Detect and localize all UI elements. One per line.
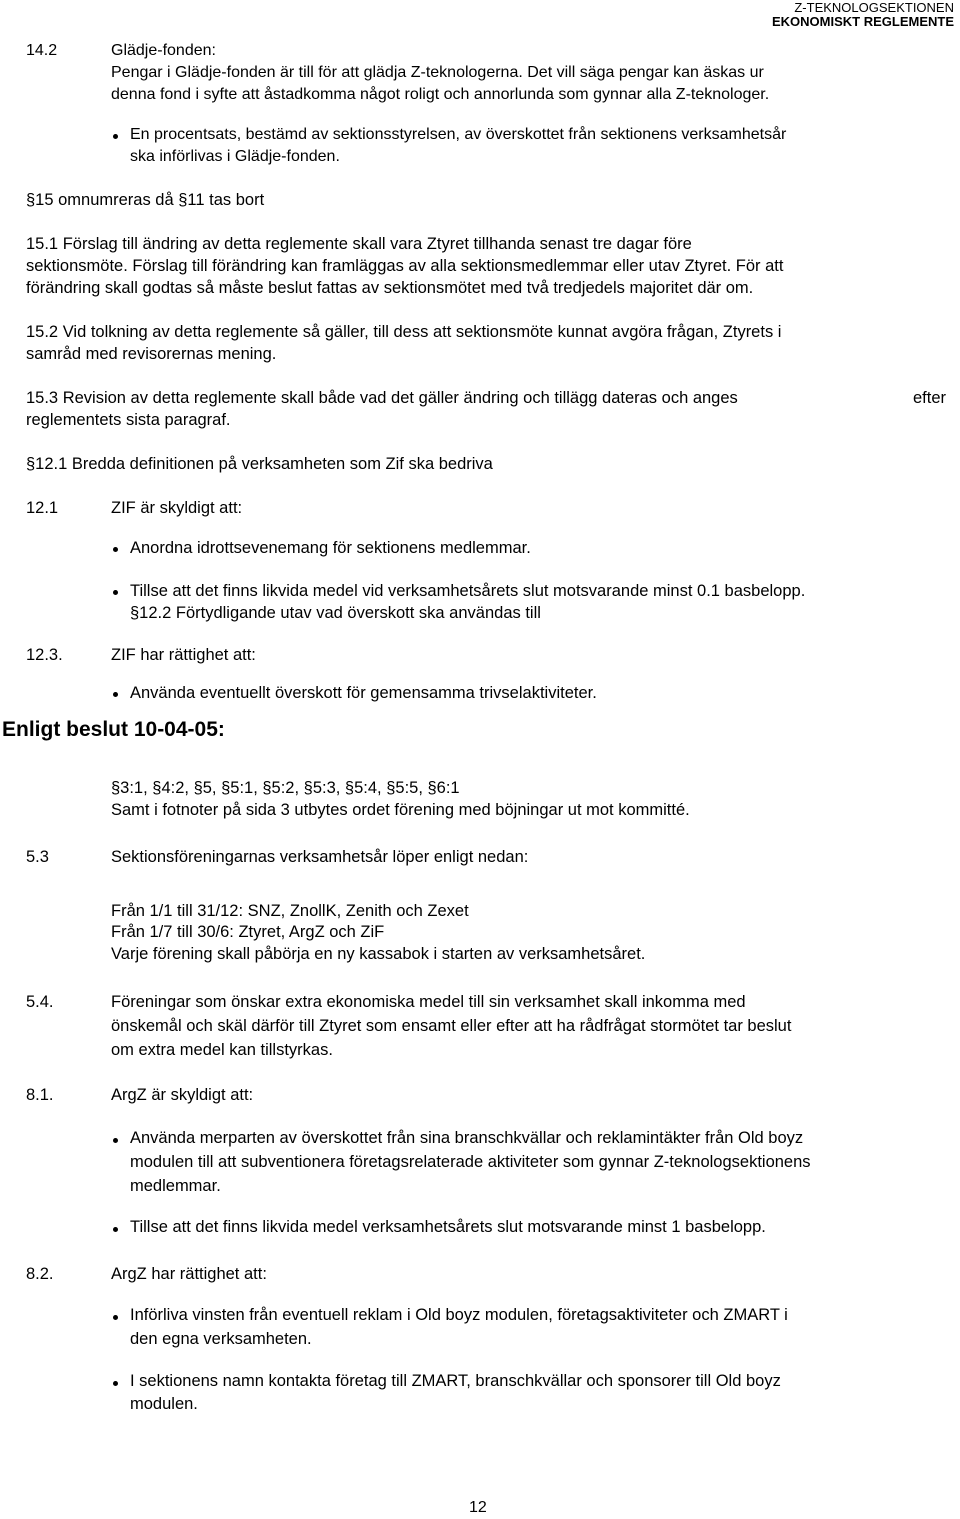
section-title-14-2: Glädje-fonden:	[111, 42, 216, 59]
bullet-icon	[113, 692, 118, 697]
paragraph-line: reglementets sista paragraf.	[26, 411, 231, 429]
list-item: Införliva vinsten från eventuell reklam i Old boyz modulen, företagsaktiviteter och ZMART i	[130, 1306, 788, 1324]
list-item: Tillse att det finns likvida medel verksamhetsårets slut motsvarande minst 1 basbelopp.	[130, 1218, 766, 1236]
paragraph-line: Från 1/7 till 30/6: Ztyret, ArgZ och ZiF	[111, 923, 385, 941]
paragraph-line: Pengar i Glädje-fonden är till för att glädja Z-teknologerna. Det vill säga pengar kan äskas ur	[111, 64, 764, 81]
decision-heading: Enligt beslut 10-04-05:	[2, 718, 225, 741]
paragraph-line: 15.2 Vid tolkning av detta reglemente så gäller, till dess att sektionsmöte kunnat avgöra frågan, Ztyrets i	[26, 323, 782, 341]
decision-note: Samt i fotnoter på sida 3 utbytes ordet förening med böjningar ut mot kommitté.	[111, 801, 690, 819]
paragraph-line: Föreningar som önskar extra ekonomiska medel till sin verksamhet skall inkomma med	[111, 993, 746, 1011]
section-number-14-2: 14.2	[26, 42, 58, 59]
section-title-8-1: ArgZ är skyldigt att:	[111, 1086, 254, 1104]
list-item: I sektionens namn kontakta företag till ZMART, branschkvällar och sponsorer till Old boyz	[130, 1372, 781, 1390]
bullet-icon	[113, 1315, 118, 1320]
bullet-icon	[113, 1227, 118, 1232]
paragraph-line: sektionsmöte. Förslag till förändring kan framläggas av alla sektionsmedlemmar eller utav Ztyret. För att	[26, 257, 784, 275]
paragraph-line: Från 1/1 till 31/12: SNZ, ZnollK, Zenith och Zexet	[111, 902, 469, 920]
paragraph-line: samråd med revisorernas mening.	[26, 345, 277, 363]
list-item: Använda eventuellt överskott för gemensamma trivselaktiviteter.	[130, 684, 597, 702]
bullet-icon	[113, 1138, 118, 1143]
section-title-12-1: ZIF är skyldigt att:	[111, 499, 243, 517]
list-item: Tillse att det finns likvida medel vid verksamhetsårets slut motsvarande minst 0.1 basbelopp.	[130, 582, 806, 600]
section-number-8-2: 8.2.	[26, 1265, 54, 1283]
list-item: Anordna idrottsevenemang för sektionens medlemmar.	[130, 539, 531, 557]
section-title-5-3: Sektionsföreningarnas verksamhetsår löper enligt nedan:	[111, 848, 529, 866]
bullet-icon	[113, 590, 118, 595]
section-number-8-1: 8.1.	[26, 1086, 54, 1104]
paragraph-line: Varje förening skall påbörja en ny kassabok i starten av verksamhetsåret.	[111, 945, 646, 963]
paragraph-line: denna fond i syfte att åstadkomma något roligt och annorlunda som gynnar alla Z-teknologer.	[111, 86, 770, 103]
section-note-12-2: §12.2 Förtydligande utav vad överskott ska användas till	[130, 604, 541, 622]
bullet-icon	[113, 1381, 118, 1386]
paragraph-line: 15.3 Revision av detta reglemente skall både vad det gäller ändring och tillägg dateras och anges	[26, 389, 738, 407]
section-title-12-3: ZIF har rättighet att:	[111, 646, 256, 664]
list-item-continuation: ska införlivas i Glädje-fonden.	[130, 148, 340, 165]
paragraph-line: önskemål och skäl därför till Ztyret som ensamt eller efter att ha rådfrågat stormötet tar beslut	[111, 1017, 792, 1035]
section-number-12-3: 12.3.	[26, 646, 63, 664]
bullet-icon	[113, 134, 118, 139]
list-item-continuation: den egna verksamheten.	[130, 1330, 312, 1348]
renumber-note: §15 omnumreras då §11 tas bort	[26, 191, 265, 209]
list-item: En procentsats, bestämd av sektionsstyrelsen, av överskottet från sektionens verksamhetsår	[130, 126, 787, 143]
list-item-continuation: modulen till att subventionera företagsrelaterade aktiviteter som gynnar Z-teknologsektionens	[130, 1153, 811, 1171]
paragraph-line: 15.1 Förslag till ändring av detta reglemente skall vara Ztyret tillhanda senast tre dagar före	[26, 235, 692, 253]
section-note-12-1: §12.1 Bredda definitionen på verksamheten som Zif ska bedriva	[26, 455, 493, 473]
list-item-continuation: modulen.	[130, 1395, 198, 1413]
paragraph-line: förändring skall godtas så måste beslut fattas av sektionsmötet med två tredjedels majoritet där om.	[26, 279, 754, 297]
paragraph-line-end: efter	[913, 389, 947, 407]
decision-paragraph-list: §3:1, §4:2, §5, §5:1, §5:2, §5:3, §5:4, §5:5, §6:1	[111, 779, 460, 797]
section-number-5-4: 5.4.	[26, 993, 54, 1011]
list-item-continuation: medlemmar.	[130, 1177, 221, 1195]
section-title-8-2: ArgZ har rättighet att:	[111, 1265, 267, 1283]
bullet-icon	[113, 547, 118, 552]
list-item: Använda merparten av överskottet från sina branschkvällar och reklamintäkter från Old boyz	[130, 1129, 804, 1147]
header-document-title: EKONOMISKT REGLEMENTE	[771, 14, 954, 29]
section-number-12-1: 12.1	[26, 499, 59, 517]
page-number: 12	[469, 1499, 487, 1516]
paragraph-line: om extra medel kan tillstyrkas.	[111, 1041, 333, 1059]
header-organization: Z-TEKNOLOGSEKTIONEN	[794, 0, 954, 15]
section-number-5-3: 5.3	[26, 848, 49, 866]
